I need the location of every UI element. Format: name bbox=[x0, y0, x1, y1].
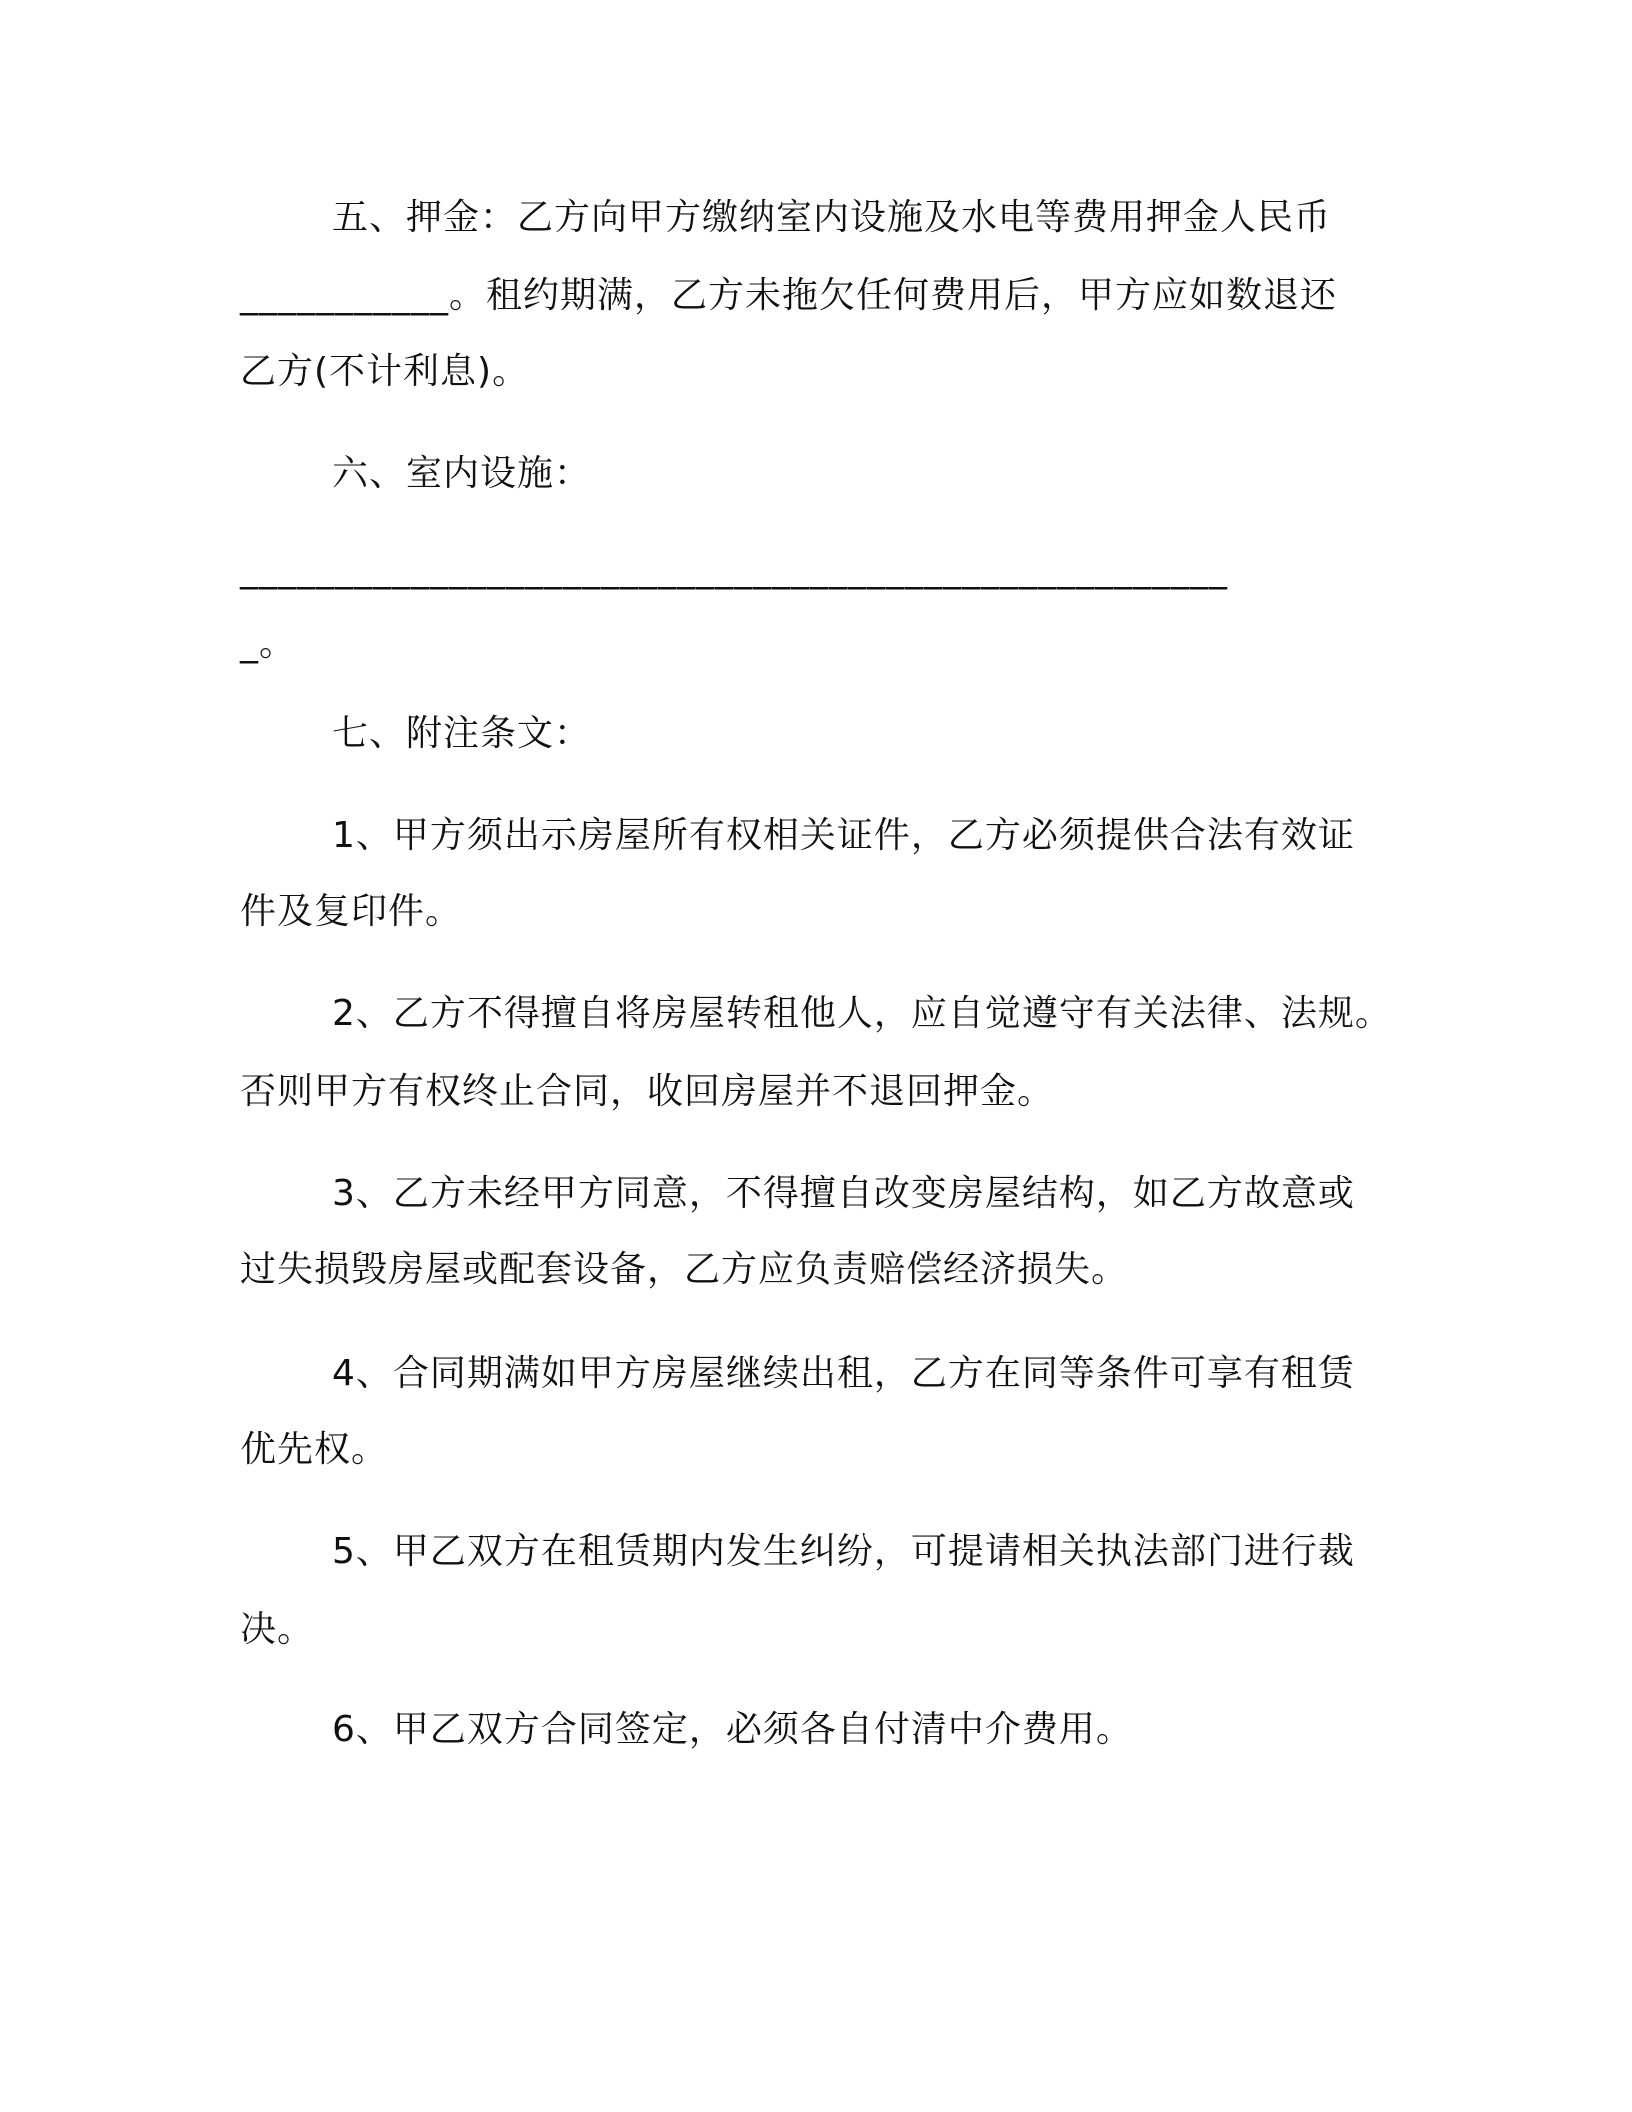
section7-heading: 七、附注条文： bbox=[332, 713, 592, 754]
item3-line2: 过失损毁房屋或配套设备，乙方应负责赔偿经济损失。 bbox=[240, 1249, 1129, 1290]
item1-line2: 件及复印件。 bbox=[240, 891, 463, 932]
section5-line2: ___________。租约期满，乙方未拖欠任何费用后，甲方应如数退还 bbox=[240, 275, 1338, 316]
item3-line1: 3、乙方未经甲方同意，不得擅自改变房屋结构，如乙方故意或 bbox=[332, 1173, 1355, 1214]
item2-line2: 否则甲方有权终止合同，收回房屋并不退回押金。 bbox=[240, 1071, 1055, 1112]
section6-heading: 六、室内设施： bbox=[332, 453, 592, 494]
item5-line1: 5、甲乙双方在租赁期内发生纠纷，可提请相关执法部门进行裁 bbox=[332, 1531, 1355, 1572]
section6-blank-end: _。 bbox=[240, 623, 297, 664]
item6-line1: 6、甲乙双方合同签定，必须各自付清中介费用。 bbox=[332, 1709, 1133, 1750]
item4-line2: 优先权。 bbox=[240, 1429, 389, 1470]
item4-line1: 4、合同期满如甲方房屋继续出租，乙方在同等条件可享有租赁 bbox=[332, 1353, 1355, 1394]
item2-line1: 2、乙方不得擅自将房屋转租他人，应自觉遵守有关法律、法规。 bbox=[332, 993, 1392, 1034]
item1-line1: 1、甲方须出示房屋所有权相关证件，乙方必须提供合法有效证 bbox=[332, 815, 1355, 856]
section5-line1: 五、押金：乙方向甲方缴纳室内设施及水电等费用押金人民币 bbox=[332, 197, 1332, 238]
section5-line3: 乙方(不计利息)。 bbox=[240, 351, 530, 392]
section6-blank-line: ____________________________________________________ bbox=[240, 549, 1228, 590]
item5-line2: 决。 bbox=[240, 1609, 315, 1650]
